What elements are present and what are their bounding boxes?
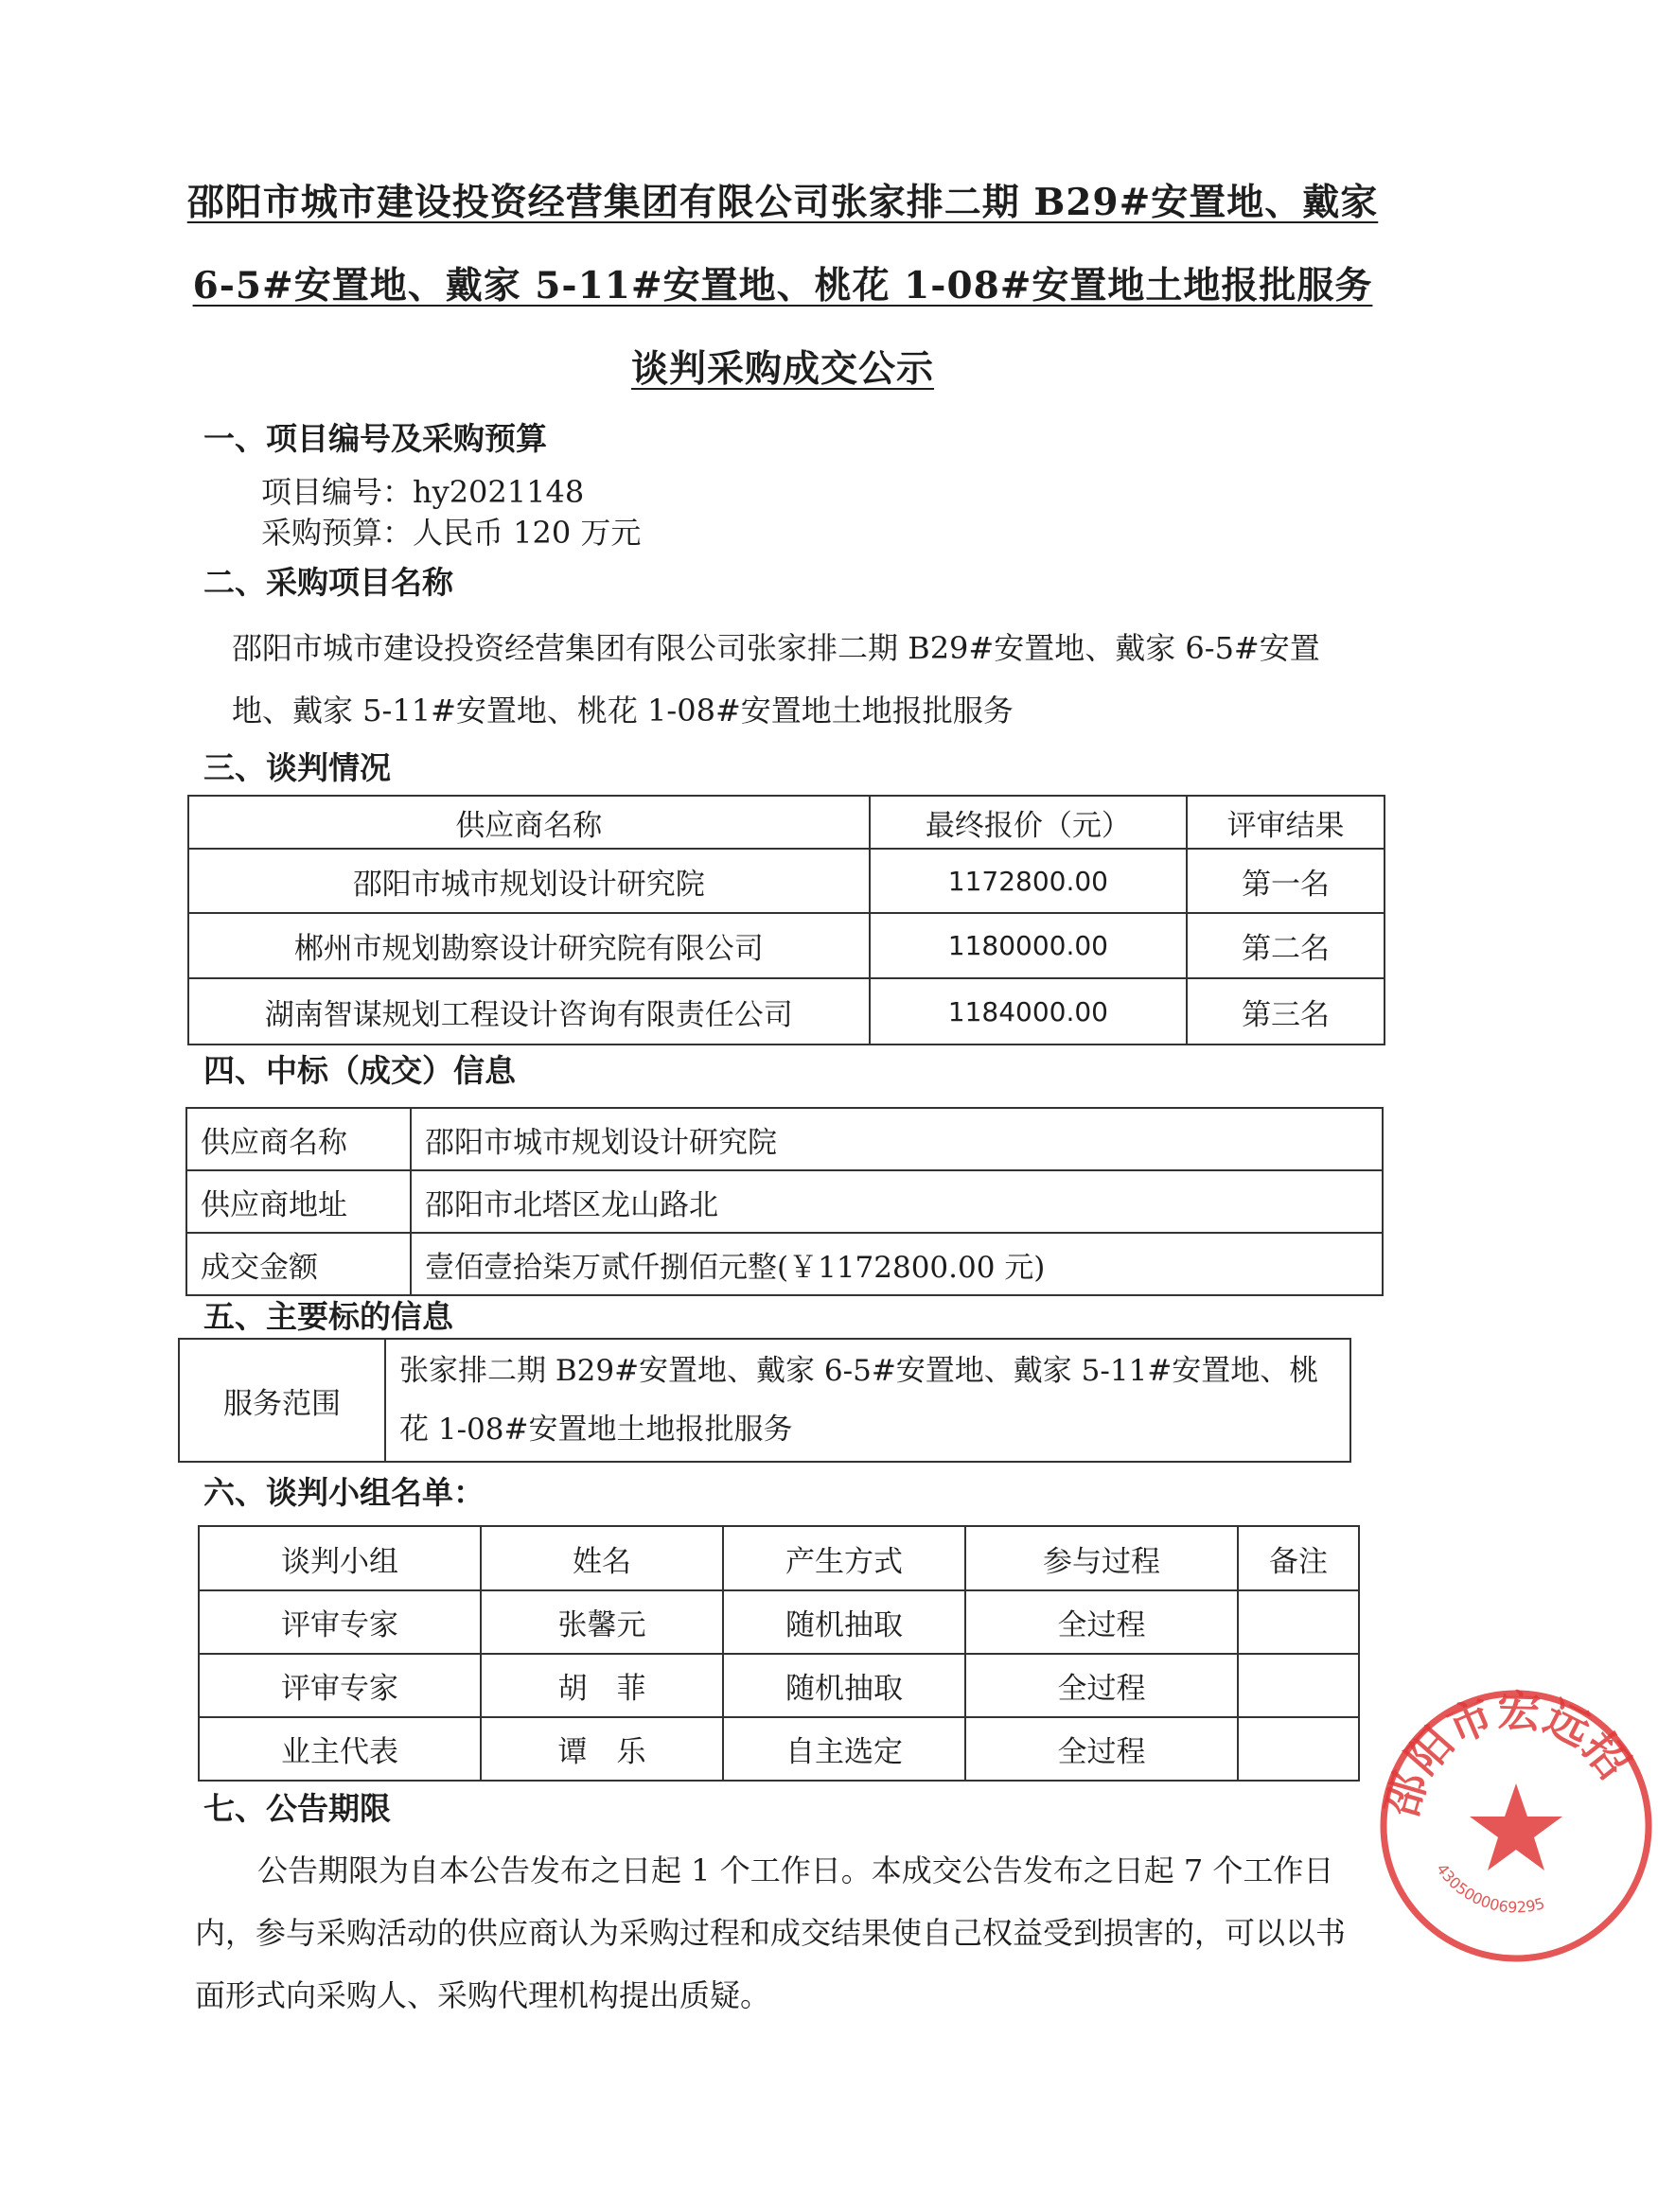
table-row <box>199 1590 1359 1654</box>
table-row <box>179 1339 1350 1462</box>
participation: 全过程 <box>965 1717 1238 1781</box>
final-price: 1180000.00 <box>870 913 1188 978</box>
remarks <box>1238 1590 1359 1654</box>
section-7-heading: 七、公告期限 <box>203 1790 391 1827</box>
team-role: 评审专家 <box>199 1654 481 1717</box>
title-line-3: 谈判采购成交公示 <box>630 347 934 391</box>
section-3-heading: 三、谈判情况 <box>203 749 391 786</box>
table-row <box>188 849 1385 913</box>
award-label: 成交金额 <box>186 1233 411 1295</box>
seal-number: 4305000069295 <box>1433 1860 1547 1917</box>
header-remarks: 备注 <box>1238 1526 1359 1590</box>
project-name-text: 邵阳市城市建设投资经营集团有限公司张家排二期 B29#安置地、戴家 6-5#安置地、戴家 5-11#安置地、桃花 1-08#安置地土地报批服务 <box>232 630 1320 729</box>
table-row <box>186 1108 1383 1170</box>
remarks <box>1238 1717 1359 1781</box>
selection-method: 自主选定 <box>723 1717 965 1781</box>
header-result: 评审结果 <box>1187 796 1385 849</box>
svg-text:邵阳市宏远招 <box>1375 1685 1639 1821</box>
supplier-name: 邵阳市城市规划设计研究院 <box>188 849 870 913</box>
supplier-name: 湖南智谋规划工程设计咨询有限责任公司 <box>188 978 870 1045</box>
negotiation-table <box>187 795 1385 1045</box>
award-value: 邵阳市城市规划设计研究院 <box>411 1108 1383 1170</box>
official-seal-stamp <box>1374 1684 1658 1968</box>
table-header-row <box>199 1526 1359 1590</box>
header-name: 姓名 <box>481 1526 723 1590</box>
member-name: 胡 菲 <box>481 1654 723 1717</box>
selection-method: 随机抽取 <box>723 1654 965 1717</box>
table-header-row <box>188 796 1385 849</box>
member-name: 张馨元 <box>481 1590 723 1654</box>
review-result: 第一名 <box>1187 849 1385 913</box>
final-price: 1184000.00 <box>870 978 1188 1045</box>
seal-text: 邵阳市宏远招 <box>1375 1685 1640 1822</box>
remarks <box>1238 1654 1359 1717</box>
subject-info-table <box>178 1338 1351 1463</box>
member-name: 谭 乐 <box>481 1717 723 1781</box>
header-price: 最终报价（元） <box>870 796 1188 849</box>
notice-period-text: 公告期限为自本公告发布之日起 1 个工作日。本成交公告发布之日起 7 个工作日内，参与采购活动的供应商认为采购过程和成交结果使自己权益受到损害的，可以以书面形式向采购人、采购代理机构提出质疑。 <box>195 1852 1347 2013</box>
award-value: 壹佰壹拾柒万贰仟捌佰元整(￥1172800.00 元) <box>411 1233 1383 1295</box>
table-row <box>186 1170 1383 1233</box>
supplier-name: 郴州市规划勘察设计研究院有限公司 <box>188 913 870 978</box>
service-scope-value: 张家排二期 B29#安置地、戴家 6-5#安置地、戴家 5-11#安置地、桃花 1-08#安置地土地报批服务 <box>385 1339 1350 1462</box>
service-scope-label: 服务范围 <box>179 1339 385 1462</box>
header-process: 参与过程 <box>965 1526 1238 1590</box>
procurement-budget: 采购预算：人民币 120 万元 <box>261 515 642 551</box>
table-row <box>199 1654 1359 1717</box>
award-value: 邵阳市北塔区龙山路北 <box>411 1170 1383 1233</box>
team-role: 业主代表 <box>199 1717 481 1781</box>
table-row <box>199 1717 1359 1781</box>
award-info-table <box>185 1107 1384 1296</box>
section-5-heading: 五、主要标的信息 <box>203 1298 453 1335</box>
review-result: 第三名 <box>1187 978 1385 1045</box>
award-label: 供应商地址 <box>186 1170 411 1233</box>
table-row <box>188 913 1385 978</box>
header-team: 谈判小组 <box>199 1526 481 1590</box>
section-6-heading: 六、谈判小组名单： <box>203 1474 485 1511</box>
title-line-1: 邵阳市城市建设投资经营集团有限公司张家排二期 B29#安置地、戴家 <box>186 181 1379 224</box>
award-label: 供应商名称 <box>186 1108 411 1170</box>
section-2-heading: 二、采购项目名称 <box>203 564 453 601</box>
header-method: 产生方式 <box>723 1526 965 1590</box>
team-role: 评审专家 <box>199 1590 481 1654</box>
table-row <box>186 1233 1383 1295</box>
review-result: 第二名 <box>1187 913 1385 978</box>
title-line-2: 6-5#安置地、戴家 5-11#安置地、桃花 1-08#安置地土地报批服务 <box>192 264 1373 307</box>
seal-star-icon <box>1470 1783 1562 1870</box>
negotiation-team-table <box>198 1525 1360 1782</box>
project-number: 项目编号：hy2021148 <box>261 474 585 510</box>
section-4-heading: 四、中标（成交）信息 <box>203 1052 516 1089</box>
table-row <box>188 978 1385 1045</box>
section-1-heading: 一、项目编号及采购预算 <box>203 420 547 457</box>
final-price: 1172800.00 <box>870 849 1188 913</box>
participation: 全过程 <box>965 1590 1238 1654</box>
header-supplier: 供应商名称 <box>188 796 870 849</box>
participation: 全过程 <box>965 1654 1238 1717</box>
selection-method: 随机抽取 <box>723 1590 965 1654</box>
